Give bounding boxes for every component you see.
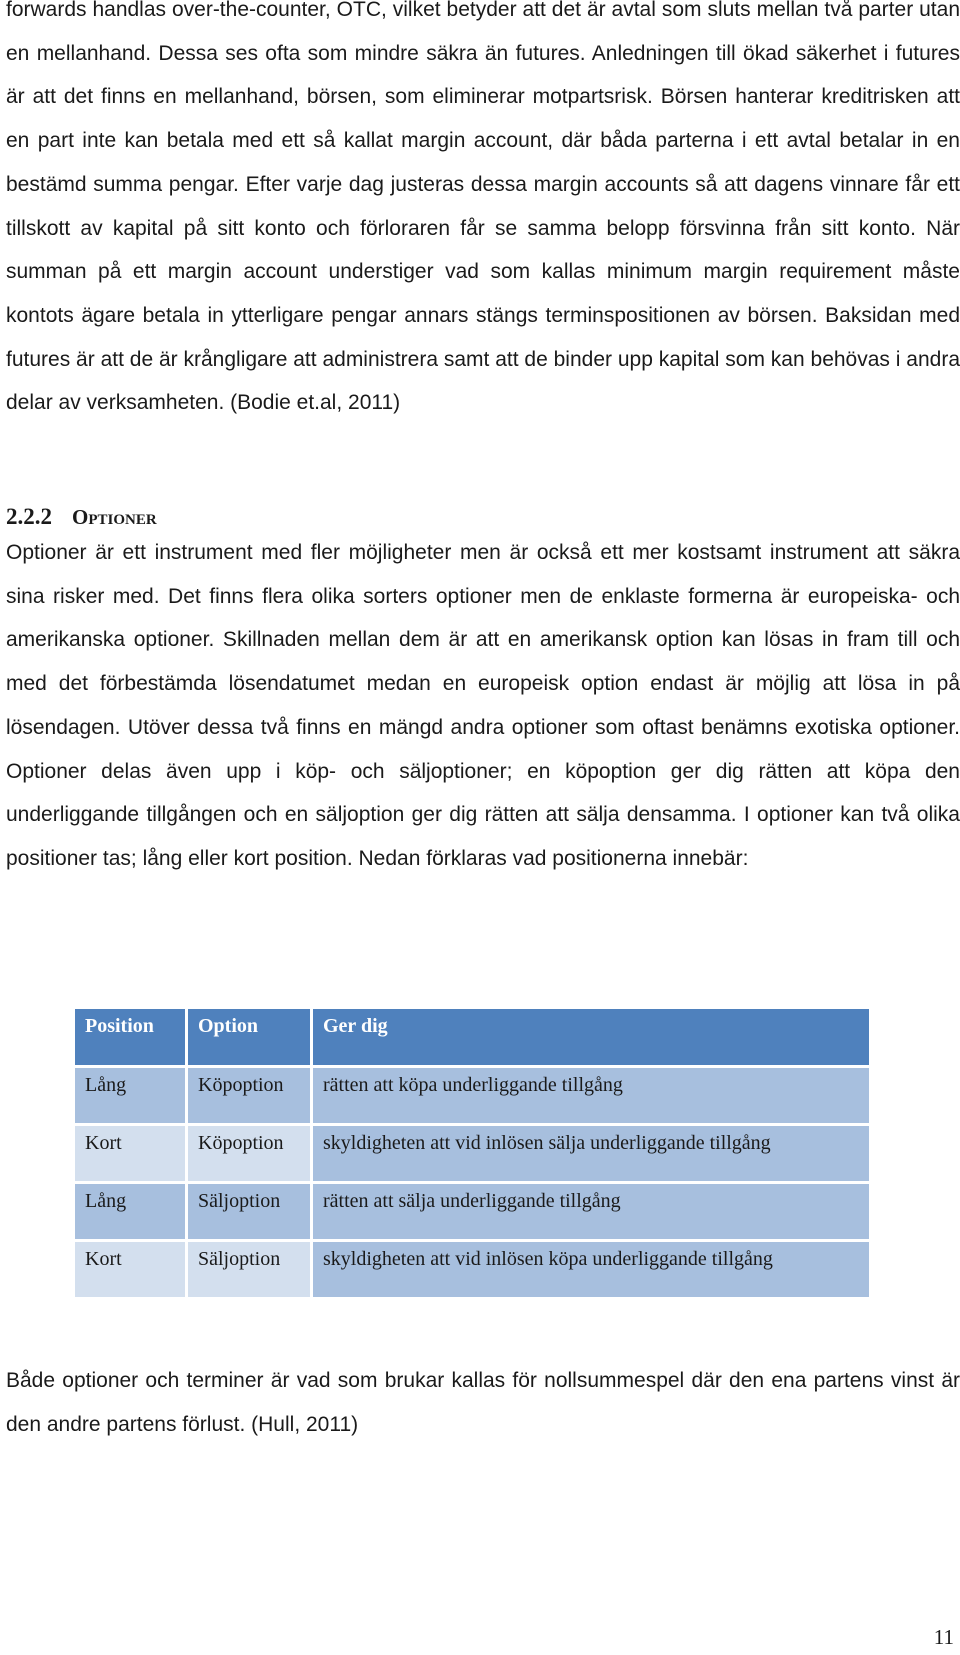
cell-option: Säljoption — [187, 1241, 312, 1299]
cell-ger-dig: rätten att sälja underliggande tillgång — [312, 1183, 871, 1241]
section-heading — [6, 505, 157, 528]
cell-position: Lång — [74, 1183, 187, 1241]
section-title: Optioner — [72, 505, 157, 529]
header-position: Position — [74, 1008, 187, 1067]
table-row — [74, 1183, 871, 1241]
page-number: 11 — [933, 1625, 954, 1649]
header-option: Option — [187, 1008, 312, 1067]
section-number: 2.2.2 — [6, 504, 52, 529]
cell-position: Lång — [74, 1067, 187, 1125]
cell-position: Kort — [74, 1241, 187, 1299]
paragraph-optioner: Optioner är ett instrument med fler möjligheter men är också ett mer kostsamt instrument att säkra sina risker med. Det finns flera olika sorters optioner men de enklaste formerna är europeiska- och amerikanska optioner. Skillnaden mellan dem är att en amerikansk option kan lösas in fram till och med det förbestämda lösendatumet medan en europeisk option endast är möjlig att lösa in på lösendagen. Utöver dessa två finns en mängd andra optioner som oftast benämns exotiska optioner. Optioner delas även upp i köp- och säljoptioner; en köpoption ger dig rätten att köpa den underliggande tillgången och en säljoption ger dig rätten att sälja densamma. I optioner kan två olika positioner tas; lång eller kort position. Nedan förklaras vad positionerna innebär: — [6, 541, 960, 870]
cell-position: Kort — [74, 1125, 187, 1183]
cell-option: Köpoption — [187, 1067, 312, 1125]
paragraph-futures: forwards handlas over-the-counter, OTC, vilket betyder att det är avtal som sluts mellan två parter utan en mellanhand. Dessa ses ofta som mindre säkra än futures. Anledningen till ökad säkerhet i futures är att det finns en mellanhand, börsen, som eliminerar motpartsrisk. Börsen hanterar kreditrisken att en part inte kan betala med ett så kallat margin account, där båda parterna i ett avtal betalar in en bestämd summa pengar. Efter varje dag justeras dessa margin accounts så att dagens vinnare får ett tillskott av kapital på sitt konto och förloraren får se samma belopp försvinna från sitt konto. När summan på ett margin account understiger vad som kallas minimum margin requirement måste kontots ägare betala in ytterligare pengar annars stängs terminspositionen av börsen. Baksidan med futures är att de är krångligare att administrera samt att de binder upp kapital som kan behövas i andra delar av verksamheten. (Bodie et.al, 2011) — [6, 0, 960, 415]
table-row — [74, 1125, 871, 1183]
table-row — [74, 1067, 871, 1125]
table-row — [74, 1241, 871, 1299]
cell-ger-dig: skyldigheten att vid inlösen köpa underliggande tillgång — [312, 1241, 871, 1299]
cell-option: Säljoption — [187, 1183, 312, 1241]
positions-table — [72, 1006, 872, 1300]
header-ger-dig: Ger dig — [312, 1008, 871, 1067]
cell-ger-dig: rätten att köpa underliggande tillgång — [312, 1067, 871, 1125]
table-header-row — [74, 1008, 871, 1067]
cell-option: Köpoption — [187, 1125, 312, 1183]
cell-ger-dig: skyldigheten att vid inlösen sälja underliggande tillgång — [312, 1125, 871, 1183]
paragraph-nollsummespel: Både optioner och terminer är vad som brukar kallas för nollsummespel där den ena partens vinst är den andre partens förlust. (Hull, 2011) — [6, 1369, 960, 1436]
